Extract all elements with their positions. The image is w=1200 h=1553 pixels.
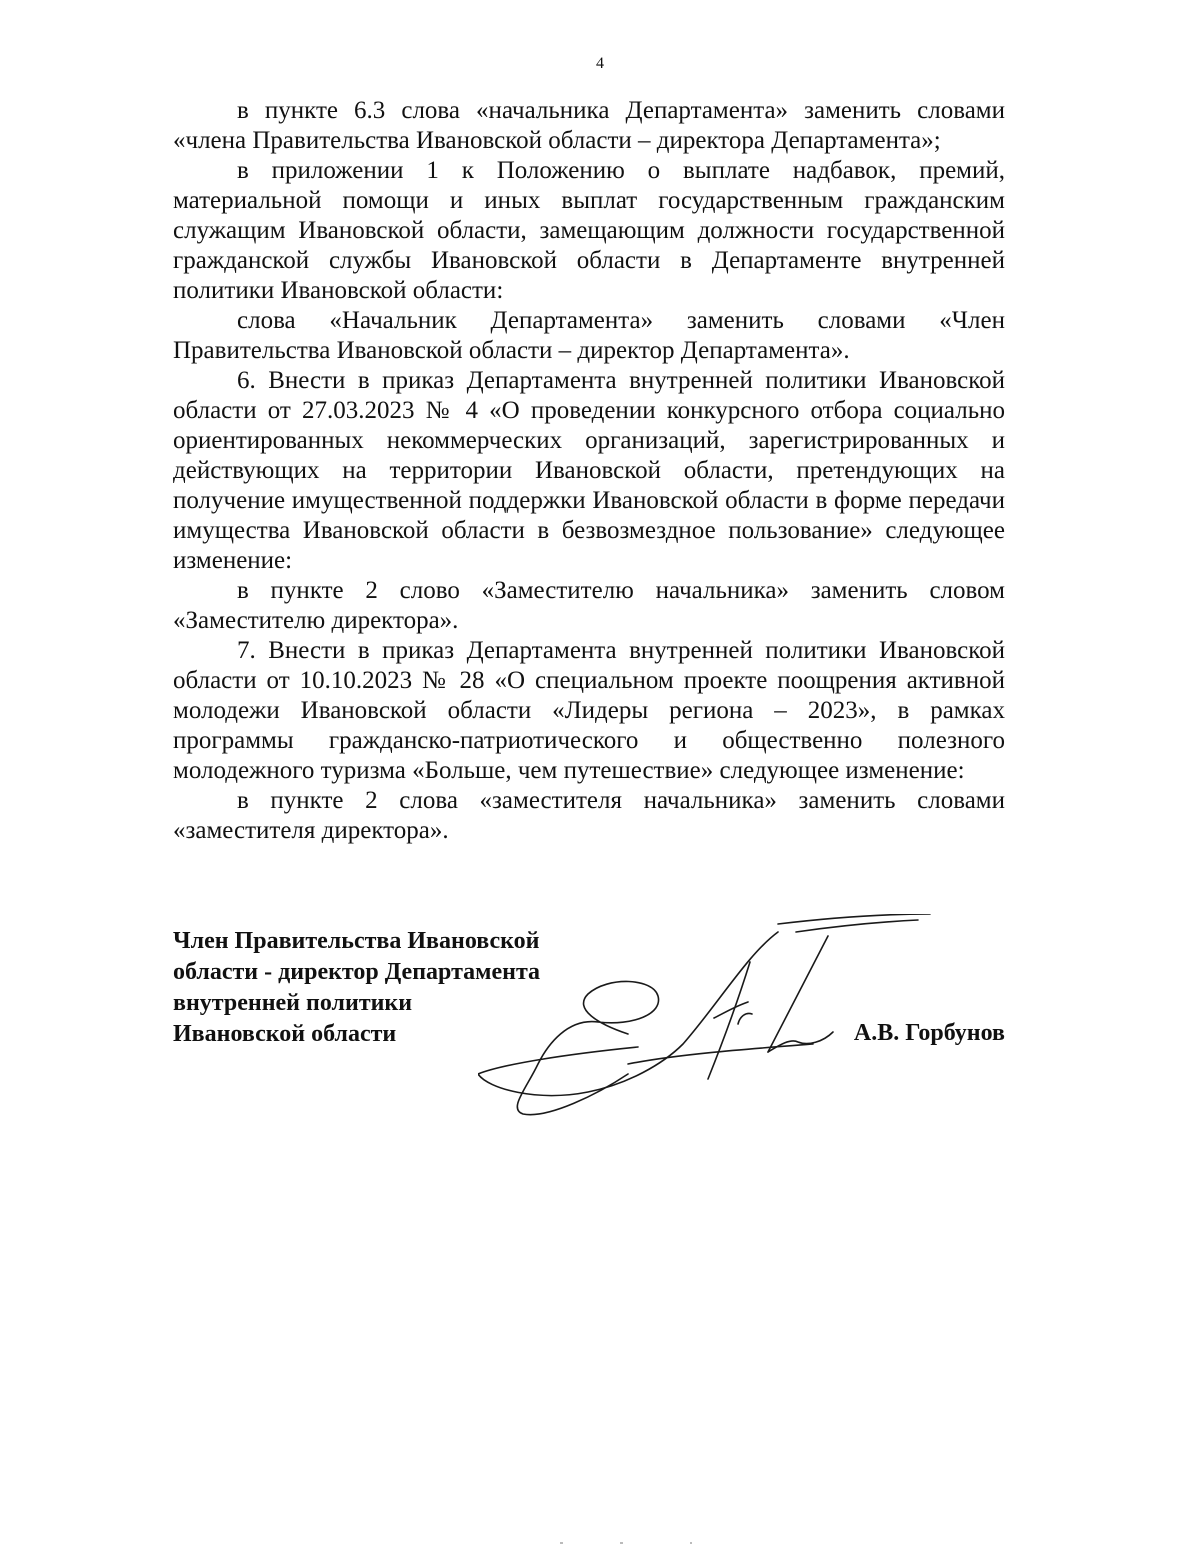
signer-name: А.В. Горбунов xyxy=(853,1020,1005,1046)
paragraph-2: в приложении 1 к Положению о выплате надбавок, премий, материальной помощи и иных выплат государственным гражданским служащим Ивановской области, замещающим должности государственной гражданской службы Ивановской области в Департаменте внутренней политики Ивановской области: xyxy=(173,157,1005,304)
signature-block xyxy=(173,926,1005,1126)
signature-stroke xyxy=(768,936,828,1052)
paragraph-1: в пункте 6.3 слова «начальника Департамента» заменить словами «члена Правительства Ивановской области – директора Департамента»; xyxy=(173,97,1005,154)
signer-position-line: внутренней политики xyxy=(173,990,413,1016)
signature-stroke xyxy=(796,920,918,932)
signer-position-line: Ивановской области xyxy=(173,1021,397,1047)
paragraph-4: 6. Внести в приказ Департамента внутренней политики Ивановской области от 27.03.2023 № 4 «О проведении конкурсного отбора социально ориентированных некоммерческих организаций, зарегистрированных и действующих на территории Ивановской области, претендующих на получение имущественной поддержки Ивановской области в форме передачи имущества Ивановской области в безвозмездное пользование» следующее изменение: xyxy=(173,367,1005,574)
signature-stroke xyxy=(768,1032,833,1052)
signature-stroke xyxy=(778,914,930,924)
signer-position-line: Член Правительства Ивановской xyxy=(173,928,540,954)
paragraph-7: в пункте 2 слова «заместителя начальника» заменить словами «заместителя директора». xyxy=(173,787,1005,844)
document-body xyxy=(173,96,1005,846)
signature-stroke xyxy=(738,1013,752,1024)
paragraph-5: в пункте 2 слово «Заместителю начальника» заменить словом «Заместителю директора». xyxy=(173,577,1005,634)
signature-stroke xyxy=(708,962,750,1079)
paragraph-3: слова «Начальник Департамента» заменить словами «Член Правительства Ивановской области – директор Департамента». xyxy=(173,307,1005,364)
paragraph-6: 7. Внести в приказ Департамента внутренней политики Ивановской области от 10.10.2023 № 28 «О специальном проекте поощрения активной молодежи Ивановской области «Лидеры региона – 2023», в рамках программы гражданско-патриотического и общественно полезного молодежного туризма «Больше, чем путешествие» следующее изменение: xyxy=(173,637,1005,784)
signer-position-line: области - директор Департамента xyxy=(173,959,541,985)
scan-artifact-marks xyxy=(540,1540,740,1546)
page-number: 4 xyxy=(596,55,604,72)
